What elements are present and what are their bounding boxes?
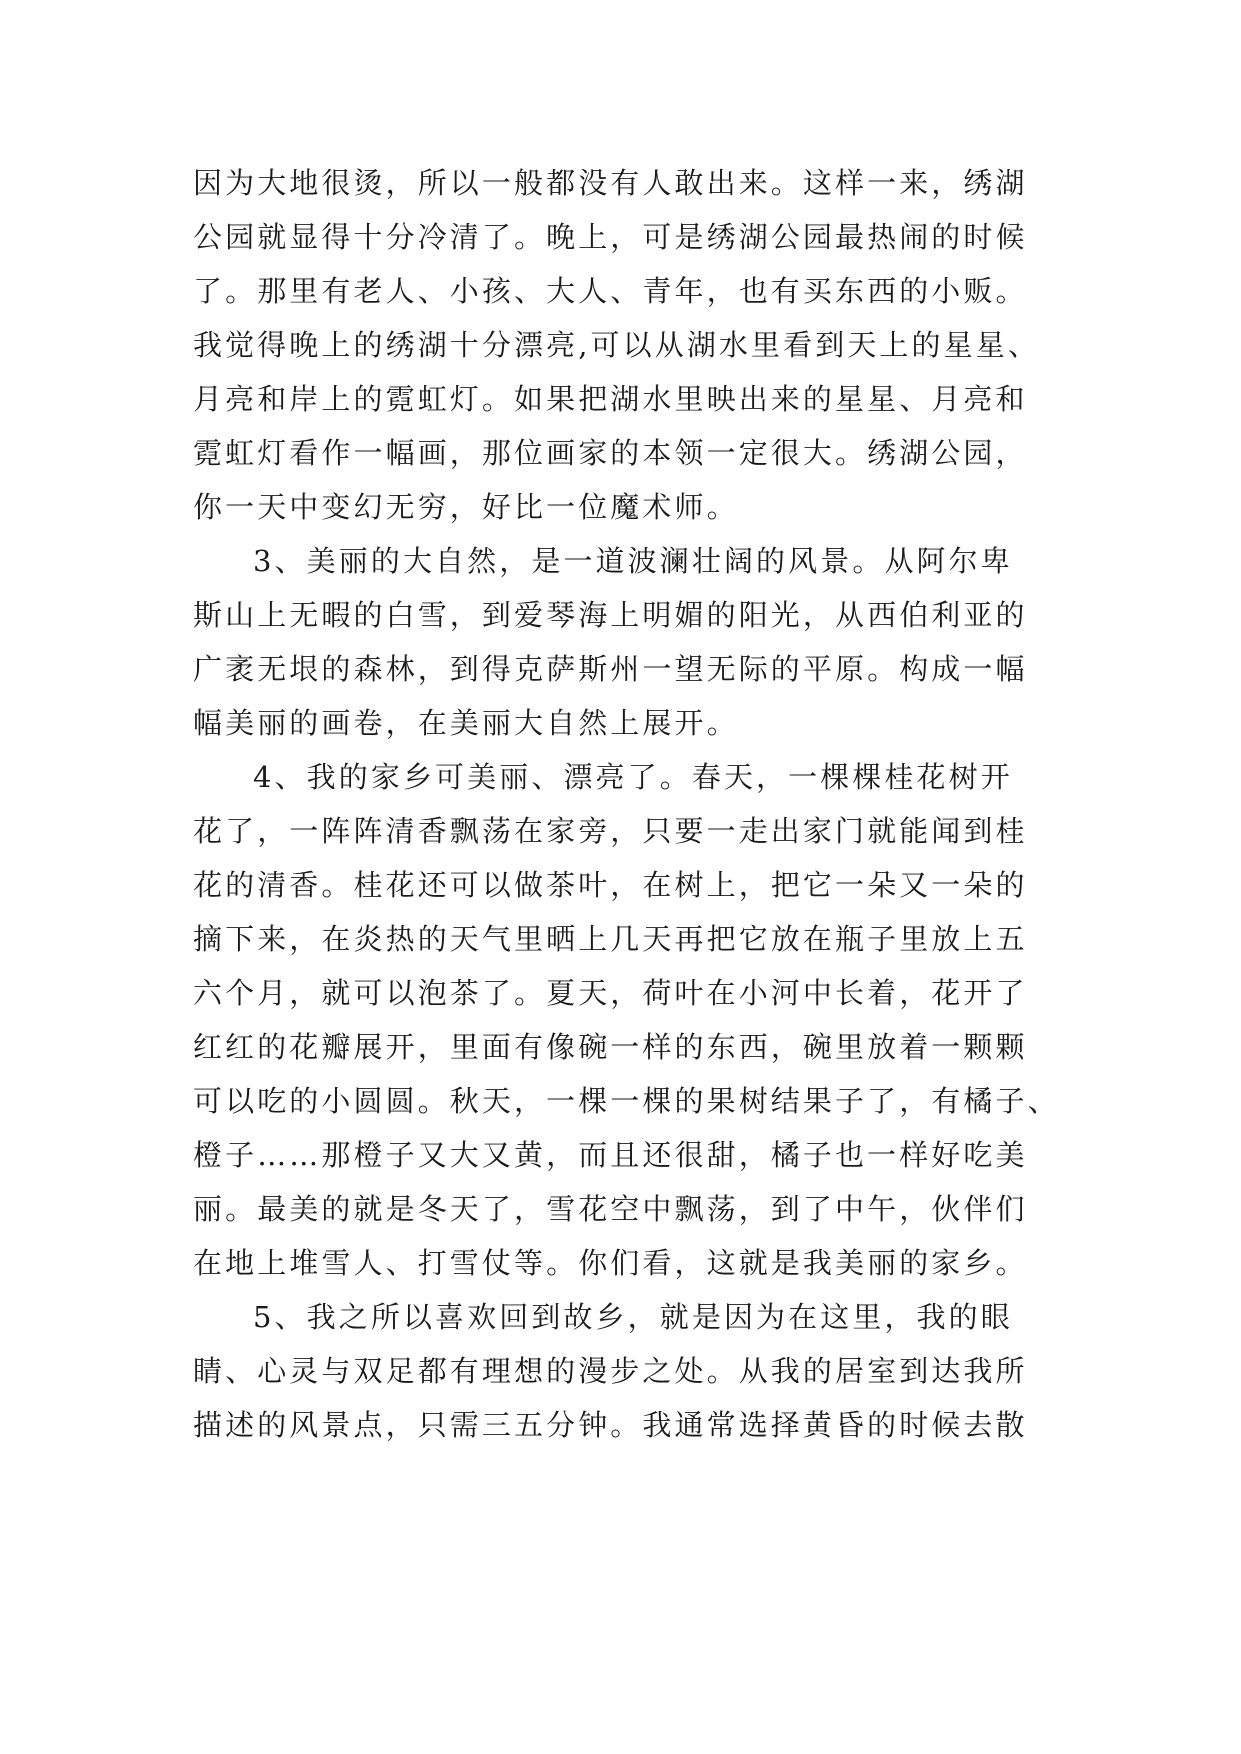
- text-line: 描述的风景点，只需三五分钟。我通常选择黄昏的时候去散: [193, 1408, 1028, 1442]
- text-line: 因为大地很烫，所以一般都没有人敢出来。这样一来，绣湖: [193, 166, 1028, 200]
- text-line: 丽。最美的就是冬天了，雪花空中飘荡，到了中午，伙伴们: [193, 1192, 1028, 1226]
- text-line: 斯山上无暇的白雪，到爱琴海上明媚的阳光，从西伯利亚的: [193, 598, 1028, 632]
- text-line: 月亮和岸上的霓虹灯。如果把湖水里映出来的星星、月亮和: [193, 382, 1028, 416]
- text-line: 在地上堆雪人、打雪仗等。你们看，这就是我美丽的家乡。: [193, 1246, 1028, 1280]
- text-line: 广袤无垠的森林，到得克萨斯州一望无际的平原。构成一幅: [193, 652, 1028, 686]
- paragraph-5-first-line: 5、我之所以喜欢回到故乡，就是因为在这里，我的眼: [253, 1300, 1013, 1334]
- text-line: 橙子……那橙子又大又黄，而且还很甜，橘子也一样好吃美: [193, 1138, 1028, 1172]
- text-line: 花了，一阵阵清香飘荡在家旁，只要一走出家门就能闻到桂: [193, 814, 1028, 848]
- text-line: 幅美丽的画卷，在美丽大自然上展开。: [193, 706, 739, 740]
- paragraph-4-first-line: 4、我的家乡可美丽、漂亮了。春天，一棵棵桂花树开: [253, 760, 1013, 794]
- text-line: 摘下来，在炎热的天气里晒上几天再把它放在瓶子里放上五: [193, 922, 1028, 956]
- text-line: 你一天中变幻无穷，好比一位魔术师。: [193, 490, 739, 524]
- text-line: 六个月，就可以泡茶了。夏天，荷叶在小河中长着，花开了: [193, 976, 1028, 1010]
- text-line: 霓虹灯看作一幅画，那位画家的本领一定很大。绣湖公园，: [193, 436, 1028, 470]
- text-line: 睛、心灵与双足都有理想的漫步之处。从我的居室到达我所: [193, 1354, 1028, 1388]
- paragraph-3-first-line: 3、美丽的大自然，是一道波澜壮阔的风景。从阿尔卑: [253, 544, 1013, 578]
- text-line: 了。那里有老人、小孩、大人、青年，也有买东西的小贩。: [193, 274, 1028, 308]
- text-line: 可以吃的小圆圆。秋天，一棵一棵的果树结果子了，有橘子、: [193, 1084, 1060, 1118]
- body-text: [193, 156, 1063, 1452]
- text-line: 公园就显得十分冷清了。晚上，可是绣湖公园最热闹的时候: [193, 220, 1028, 254]
- text-line: 花的清香。桂花还可以做茶叶，在树上，把它一朵又一朵的: [193, 868, 1028, 902]
- text-line: 我觉得晚上的绣湖十分漂亮,可以从湖水里看到天上的星星、: [193, 328, 1040, 362]
- text-line: 红红的花瓣展开，里面有像碗一样的东西，碗里放着一颗颗: [193, 1030, 1028, 1064]
